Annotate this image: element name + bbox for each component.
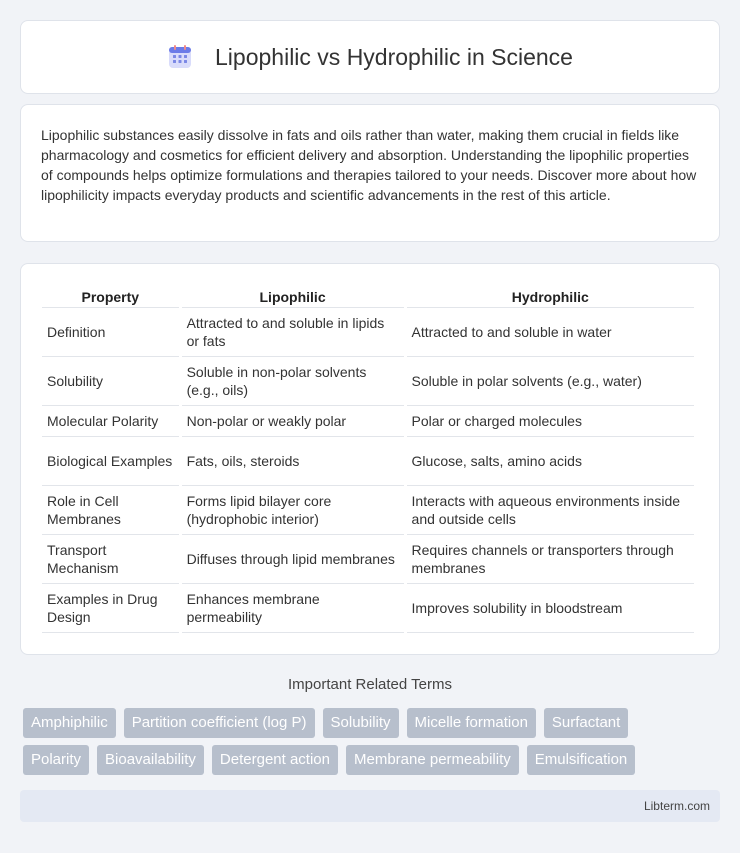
related-terms-row	[23, 708, 723, 738]
table-cell: Requires channels or transporters through membranes	[407, 535, 694, 584]
table-cell: Transport Mechanism	[42, 535, 179, 584]
table-header-row	[42, 284, 694, 308]
table-cell: Forms lipid bilayer core (hydrophobic interior)	[182, 486, 404, 535]
column-header: Property	[42, 284, 179, 308]
comparison-table-card	[20, 263, 720, 655]
intro-paragraph: Lipophilic substances easily dissolve in fats and oils rather than water, making them crucial in fields like pharmacology and cosmetics for efficient delivery and absorption. Understanding the lipophilic properties of compounds helps optimize formulations and therapies tailored to your needs. Discover more about how lipophilicity impacts everyday products and scientific advancements in the rest of this article.	[41, 127, 697, 203]
footer	[20, 790, 720, 822]
table-row	[42, 357, 694, 406]
table-cell: Biological Examples	[42, 437, 179, 486]
title-card	[20, 20, 720, 94]
related-term-tag[interactable]: Detergent action	[212, 745, 338, 775]
related-term-tag[interactable]: Amphiphilic	[23, 708, 116, 738]
table-row	[42, 535, 694, 584]
related-term-tag[interactable]: Polarity	[23, 745, 89, 775]
table-cell: Definition	[42, 308, 179, 357]
table-cell: Soluble in non-polar solvents (e.g., oils)	[182, 357, 404, 406]
related-term-tag[interactable]: Emulsification	[527, 745, 636, 775]
table-cell: Examples in Drug Design	[42, 584, 179, 633]
related-term-tag[interactable]: Surfactant	[544, 708, 628, 738]
table-row	[42, 437, 694, 486]
table-row	[42, 584, 694, 633]
table-row	[42, 308, 694, 357]
related-term-tag[interactable]: Bioavailability	[97, 745, 204, 775]
table-cell: Fats, oils, steroids	[182, 437, 404, 486]
footer-site-link[interactable]: Libterm.com	[643, 799, 710, 813]
related-terms-row	[23, 745, 723, 775]
related-term-tag[interactable]: Membrane permeability	[346, 745, 519, 775]
table-cell: Attracted to and soluble in lipids or fats	[182, 308, 404, 357]
table-cell: Attracted to and soluble in water	[407, 308, 694, 357]
table-cell: Polar or charged molecules	[407, 406, 694, 437]
table-cell: Diffuses through lipid membranes	[182, 535, 404, 584]
page-title: Lipophilic vs Hydrophilic in Science	[215, 43, 573, 70]
table-cell: Enhances membrane permeability	[182, 584, 404, 633]
table-cell: Glucose, salts, amino acids	[407, 437, 694, 486]
table-cell: Molecular Polarity	[42, 406, 179, 437]
table-cell: Interacts with aqueous environments inside and outside cells	[407, 486, 694, 535]
table-cell: Non-polar or weakly polar	[182, 406, 404, 437]
column-header: Hydrophilic	[407, 284, 694, 308]
table-cell: Role in Cell Membranes	[42, 486, 179, 535]
comparison-table	[39, 284, 697, 633]
related-term-tag[interactable]: Micelle formation	[407, 708, 536, 738]
related-term-tag[interactable]: Partition coefficient (log P)	[124, 708, 315, 738]
column-header: Lipophilic	[182, 284, 404, 308]
table-cell: Solubility	[42, 357, 179, 406]
related-terms-heading: Important Related Terms	[288, 676, 452, 693]
calendar-icon	[167, 44, 193, 70]
table-cell: Improves solubility in bloodstream	[407, 584, 694, 633]
intro-card	[20, 104, 720, 242]
table-cell: Soluble in polar solvents (e.g., water)	[407, 357, 694, 406]
related-term-tag[interactable]: Solubility	[323, 708, 399, 738]
table-row	[42, 486, 694, 535]
table-row	[42, 406, 694, 437]
